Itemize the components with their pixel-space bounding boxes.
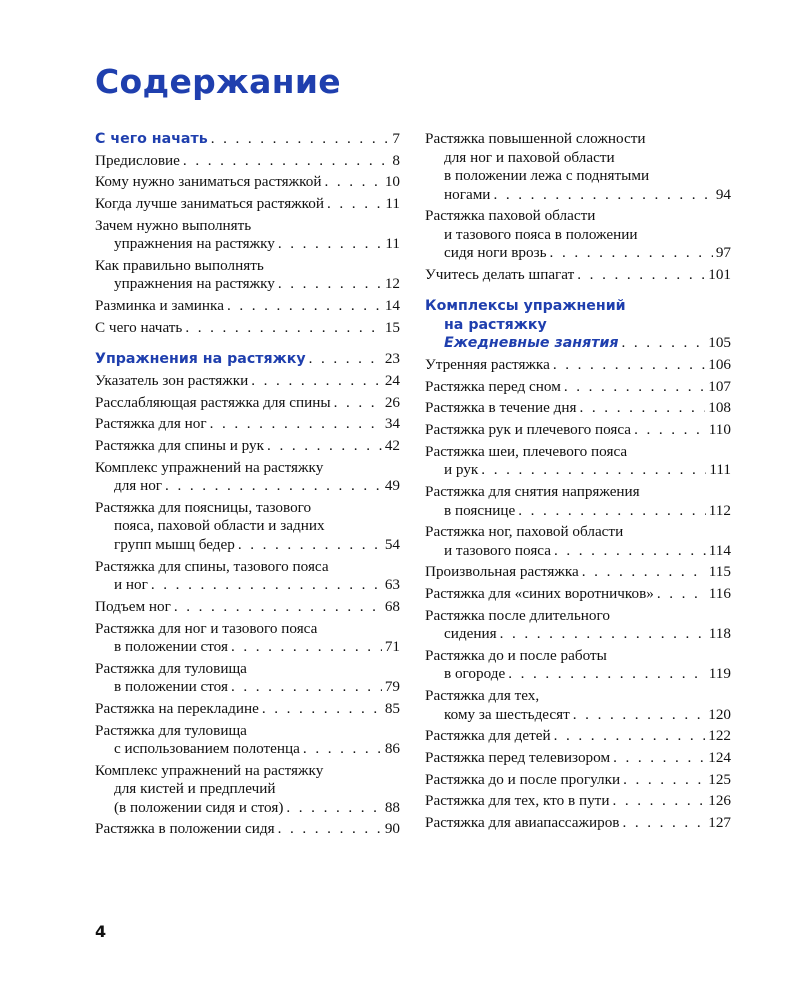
dot-leader [634, 421, 706, 440]
dot-leader [493, 186, 712, 205]
toc-entry[interactable] [425, 421, 731, 440]
toc-entry-title: Ежедневные занятия [444, 335, 619, 352]
page-title: Содержание [95, 62, 341, 101]
toc-entry[interactable] [425, 356, 731, 375]
toc-entry[interactable] [95, 152, 400, 171]
dot-leader [227, 297, 382, 316]
toc-entry[interactable] [95, 297, 400, 316]
toc-page-number: 124 [708, 749, 731, 766]
toc-page-number: 79 [384, 678, 400, 696]
dot-leader [324, 173, 381, 192]
toc-entry-title: Растяжка до и после прогулки [425, 770, 621, 788]
toc-entry[interactable] [95, 257, 400, 294]
toc-entry[interactable] [425, 687, 731, 724]
toc-entry-title: для ног [114, 477, 163, 495]
dot-leader [554, 542, 706, 561]
toc-page-number: 118 [708, 625, 731, 643]
toc-entry-title-line: Комплекс упражнений на растяжку [95, 458, 324, 476]
toc-entry-title: С чего начать [95, 318, 183, 336]
toc-entry-title: и ног [114, 576, 148, 594]
toc-entry-title-line: Растяжка паховой области [425, 207, 596, 225]
toc-page-number: 119 [708, 665, 731, 683]
toc-page-number: 23 [384, 350, 400, 368]
dot-leader [151, 576, 382, 595]
toc-page-number: 68 [384, 597, 400, 615]
toc-entry-title: ногами [444, 185, 491, 203]
dot-leader [612, 792, 705, 811]
toc-entry-title: Упражнения на растяжку [95, 351, 306, 368]
toc-entry-title: упражнения на растяжку [114, 235, 275, 253]
dot-leader [185, 319, 381, 338]
toc-entry[interactable] [425, 266, 731, 285]
dot-leader [334, 394, 382, 413]
toc-entry-title-line: Зачем нужно выполнять [95, 216, 252, 234]
dot-leader [211, 130, 390, 149]
dot-leader [553, 356, 705, 375]
dot-leader [657, 585, 706, 604]
toc-entry-title: сидения [444, 625, 497, 643]
toc-entry-title: Предисловие [95, 151, 180, 169]
toc-page-number: 11 [385, 195, 400, 213]
toc-entry-title: Растяжка для тех, кто в пути [425, 792, 610, 810]
toc-entry[interactable] [95, 459, 400, 496]
toc-page-number: 105 [708, 334, 731, 352]
dot-leader [554, 727, 706, 746]
dot-leader [613, 749, 705, 768]
toc-section-heading[interactable] [425, 297, 731, 353]
toc-entry-title-line: Растяжка ног, паховой области [425, 523, 624, 541]
dot-leader [231, 678, 382, 697]
toc-section-heading[interactable] [95, 130, 400, 149]
dot-leader [508, 665, 706, 684]
toc-page-number: 120 [708, 705, 731, 723]
toc-entry[interactable] [425, 483, 731, 520]
dot-leader [577, 266, 705, 285]
toc-entry[interactable] [95, 762, 400, 818]
toc-entry[interactable] [95, 217, 400, 254]
toc-entry-title: Подъем ног [95, 597, 171, 615]
toc-page-number: 88 [384, 798, 400, 816]
toc-page-number: 11 [385, 235, 400, 253]
toc-entry-title: Кому нужно заниматься растяжкой [95, 173, 322, 191]
toc-entry-title-line: Растяжка для снятия напряжения [425, 483, 640, 500]
toc-entry[interactable] [425, 771, 731, 790]
toc-entry[interactable] [95, 598, 400, 617]
toc-entry-title-line: Как правильно выполнять [95, 256, 264, 274]
toc-entry[interactable] [425, 607, 731, 644]
toc-entry[interactable] [95, 437, 400, 456]
dot-leader [262, 700, 382, 719]
toc-entry[interactable] [425, 563, 731, 582]
toc-entry-title: Когда лучше заниматься растяжкой [95, 195, 325, 213]
toc-entry-title-line: в положении лежа с поднятыми [444, 167, 650, 184]
dot-leader [183, 152, 389, 171]
toc-page-number: 49 [384, 477, 400, 495]
toc-entry[interactable] [95, 820, 400, 839]
toc-page-number: 110 [708, 421, 731, 439]
toc-page-number: 7 [392, 130, 400, 147]
toc-entry-title: Растяжка для ног [95, 415, 207, 433]
toc-entry-title: (в положении сидя и стоя) [114, 798, 284, 816]
toc-page-number: 114 [708, 541, 731, 559]
toc-entry-title: Растяжка для детей [425, 727, 551, 745]
dot-leader [518, 502, 706, 521]
toc-entry-title-line: пояса, паховой области и задних [114, 517, 325, 535]
toc-page-number: 108 [708, 399, 731, 417]
toc-entry[interactable] [95, 319, 400, 338]
toc-entry[interactable] [425, 792, 731, 811]
toc-entry[interactable] [425, 647, 731, 684]
toc-page-number: 106 [708, 356, 731, 374]
toc-entry[interactable] [95, 722, 400, 759]
toc-entry[interactable] [425, 378, 731, 397]
toc-page-number: 127 [708, 814, 731, 832]
dot-leader [573, 706, 705, 725]
dot-leader [327, 195, 382, 214]
dot-leader [278, 275, 382, 294]
toc-entry-title-line: Растяжка шеи, плечевого пояса [425, 442, 628, 460]
toc-entry[interactable] [425, 523, 731, 560]
dot-leader [231, 638, 382, 657]
toc-entry-title-line: Растяжка для ног и тазового пояса [95, 619, 318, 637]
toc-entry-title: Утренняя растяжка [425, 356, 550, 374]
toc-entry-title: сидя ноги врозь [444, 244, 547, 262]
toc-page-number: 111 [709, 461, 731, 479]
dot-leader [309, 350, 382, 369]
toc-entry-title: в положении стоя [114, 638, 228, 655]
toc-entry-title: в положении стоя [114, 678, 228, 696]
dot-leader [278, 820, 382, 839]
toc-entry-title: Учитесь делать шпагат [425, 265, 575, 283]
dot-leader [174, 598, 382, 617]
toc-page-number: 54 [384, 535, 400, 553]
toc-entry-title: Расслабляющая растяжка для спины [95, 393, 331, 411]
toc-page-number: 12 [384, 275, 400, 293]
toc-entry-title: Произвольная растяжка [425, 563, 579, 581]
toc-entry[interactable] [95, 620, 400, 657]
toc-entry-title: кому за шестьдесят [444, 705, 570, 723]
toc-page-number: 86 [384, 740, 400, 758]
toc-page-number: 14 [384, 297, 400, 315]
toc-entry[interactable] [95, 499, 400, 555]
toc-page-number: 63 [384, 576, 400, 594]
toc-entry-title: упражнения на растяжку [114, 275, 275, 293]
toc-entry[interactable] [425, 207, 731, 263]
dot-leader [267, 437, 382, 456]
toc-entry-title: Разминка и заминка [95, 297, 224, 315]
dot-leader [165, 477, 382, 496]
dot-leader [550, 244, 713, 263]
toc-entry[interactable] [425, 399, 731, 418]
toc-page-number: 126 [708, 792, 731, 810]
toc-entry-title-line: Комплекс упражнений на растяжку [95, 761, 324, 779]
toc-page-number: 85 [384, 699, 400, 717]
toc-entry-title-line: Растяжка для туловища [95, 659, 247, 677]
toc-page-number: 101 [708, 265, 731, 283]
toc-entry[interactable] [425, 130, 731, 204]
toc-entry[interactable] [425, 585, 731, 604]
dot-leader [564, 378, 705, 397]
toc-entry-title: Растяжка на перекладине [95, 699, 259, 717]
dot-leader [622, 334, 706, 353]
toc-entry-title: и тазового пояса [444, 541, 551, 559]
toc-entry-title: Растяжка рук и плечевого пояса [425, 421, 632, 439]
toc-entry[interactable] [95, 415, 400, 434]
toc-entry-title: Растяжка в течение дня [425, 399, 577, 417]
toc-entry[interactable] [95, 372, 400, 391]
toc-entry[interactable] [425, 727, 731, 746]
toc-page-number: 112 [708, 501, 731, 519]
dot-leader [238, 536, 382, 555]
toc-entry[interactable] [95, 394, 400, 413]
toc-entry-title-line: и тазового пояса в положении [444, 225, 638, 243]
toc-entry[interactable] [425, 749, 731, 768]
dot-leader [286, 799, 381, 818]
toc-entry-title-line: Растяжка до и после работы [425, 646, 607, 664]
toc-column-left [95, 130, 400, 842]
toc-page-number: 15 [384, 318, 400, 336]
dot-leader [210, 415, 382, 434]
toc-entry-title: и рук [444, 461, 479, 479]
dot-leader [623, 771, 705, 790]
toc-page-number: 107 [708, 377, 731, 395]
toc-entry-title: в огороде [444, 665, 506, 683]
toc-entry-title: с использованием полотенца [114, 740, 300, 758]
toc-entry-title-line: для кистей и предплечий [114, 780, 276, 798]
dot-leader [251, 372, 382, 391]
toc-entry-title-line: Растяжка для спины, тазового пояса [95, 557, 329, 575]
toc-entry-title: Растяжка перед сном [425, 377, 561, 395]
toc-entry-title-line: для ног и паховой области [444, 148, 615, 166]
dot-leader [580, 399, 706, 418]
toc-page-number: 90 [384, 820, 400, 838]
toc-entry-title-line: на растяжку [444, 316, 547, 333]
toc-entry-title: С чего начать [95, 131, 208, 147]
toc-page-number: 71 [384, 638, 400, 655]
toc-entry-title: Растяжка для авиапассажиров [425, 814, 620, 832]
toc-entry-title: в пояснице [444, 501, 516, 519]
toc-entry-title-line: Растяжка для поясницы, тазового [95, 498, 312, 516]
toc-entry-title: Указатель зон растяжки [95, 372, 249, 389]
dot-leader [278, 235, 383, 254]
toc-entry-title-line: Комплексы упражнений [425, 298, 626, 315]
toc-entry-title: Растяжка перед телевизором [425, 749, 611, 766]
toc-page-number: 97 [715, 244, 731, 262]
toc-page-number: 115 [708, 563, 731, 581]
toc-entry[interactable] [95, 660, 400, 697]
toc-section-heading[interactable] [95, 350, 400, 369]
toc-entry-title-line: Растяжка повышенной сложности [425, 130, 646, 147]
toc-page-number: 94 [715, 185, 731, 203]
page-number: 4 [95, 922, 107, 941]
toc-entry-title: групп мышц бедер [114, 535, 235, 553]
toc-page-number: 24 [384, 372, 400, 389]
dot-leader [622, 814, 705, 833]
toc-entry[interactable] [425, 443, 731, 480]
toc-column-right [425, 130, 731, 836]
dot-leader [481, 461, 706, 480]
toc-entry[interactable] [95, 558, 400, 595]
toc-entry-title: Растяжка для «синих воротничков» [425, 585, 654, 603]
dot-leader [582, 563, 706, 582]
toc-entry-title-line: Растяжка после длительного [425, 606, 610, 624]
toc-page-number: 122 [708, 727, 731, 745]
toc-page-number: 8 [392, 151, 400, 169]
toc-entry-title-line: Растяжка для туловища [95, 721, 247, 739]
toc-page-number: 10 [384, 173, 400, 191]
toc-entry[interactable] [95, 700, 400, 719]
toc-entry-title: Растяжка для спины и рук [95, 437, 265, 455]
toc-page-number: 34 [384, 415, 400, 433]
toc-entry-title: Растяжка в положении сидя [95, 820, 275, 838]
toc-entry[interactable] [95, 173, 400, 192]
toc-page-number: 116 [708, 585, 731, 603]
toc-entry[interactable] [425, 814, 731, 833]
toc-page-number: 125 [708, 770, 731, 788]
toc-page-number: 26 [384, 393, 400, 411]
dot-leader [500, 625, 706, 644]
toc-page-number: 42 [384, 437, 400, 455]
toc-entry[interactable] [95, 195, 400, 214]
toc-entry-title-line: Растяжка для тех, [425, 687, 540, 705]
dot-leader [303, 740, 382, 759]
